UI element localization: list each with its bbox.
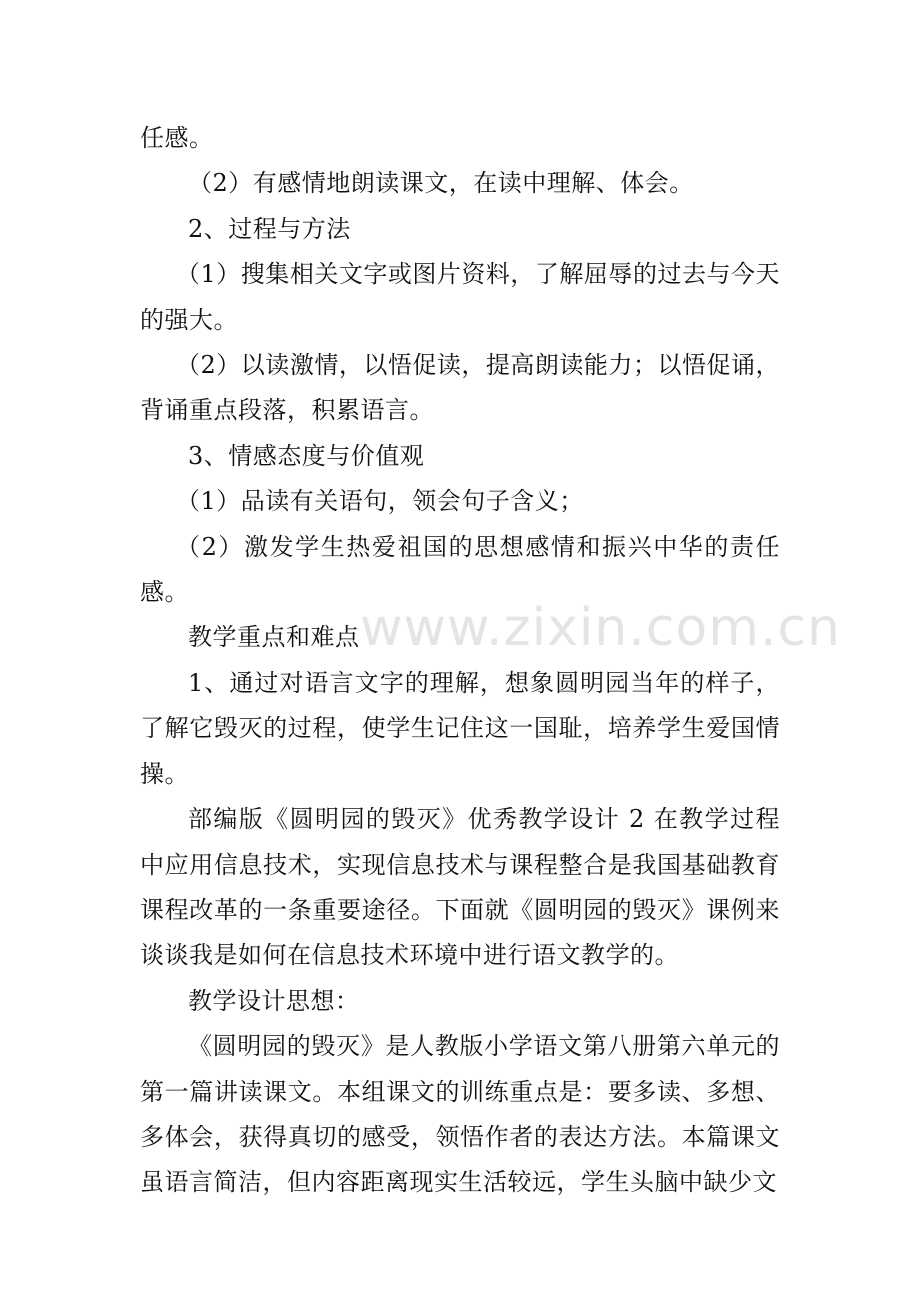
- paragraph-read-sentences: （1）品读有关语句，领会句子含义；: [176, 487, 584, 516]
- paragraph-key-point-1: 1、通过对语言文字的理解，想象圆明园当年的样子，了解它毁灭的过程，使学生记住这一国耻，培养学生爱国情操。: [140, 668, 780, 788]
- paragraph-lesson-overview: 《圆明园的毁灭》是人教版小学语文第八册第六单元的第一篇讲读课文。本组课文的训练重点是：要多读、多想、多体会，获得真切的感受，领悟作者的表达方法。本篇课文虽语言简洁，但内容距离现实生活较远，学生头脑中缺少文: [140, 1032, 780, 1197]
- paragraph-teaching-design-2: 部编版《圆明园的毁灭》优秀教学设计 2 在教学过程中应用信息技术，实现信息技术与课程整合是我国基础教育课程改革的一条重要途径。下面就《圆明园的毁灭》课例来谈谈我是如何在信息技术环境中进行语文教学的。: [140, 805, 780, 970]
- paragraph-read-with-emotion: （2）以读激情，以悟促读，提高朗读能力；以悟促诵，背诵重点段落，积累语言。: [140, 351, 780, 425]
- paragraph-objective-read-aloud: （2）有感情地朗读课文，在读中理解、体会。: [188, 169, 694, 198]
- paragraph-collect-materials: （1）搜集相关文字或图片资料，了解屈辱的过去与今天的强大。: [140, 260, 780, 334]
- watermark: www.zixin.com.cn: [360, 598, 841, 658]
- heading-process-and-method: 2、过程与方法: [188, 214, 351, 243]
- heading-design-idea: 教学设计思想：: [188, 986, 360, 1015]
- paragraph-patriotism: （2）激发学生热爱祖国的思想感情和振兴中华的责任感。: [140, 532, 780, 607]
- paragraph-continuation: 任感。: [140, 124, 214, 152]
- heading-key-points: 教学重点和难点: [188, 623, 360, 652]
- heading-emotion-attitude-values: 3、情感态度与价值观: [188, 441, 425, 470]
- document-body: [140, 116, 780, 1206]
